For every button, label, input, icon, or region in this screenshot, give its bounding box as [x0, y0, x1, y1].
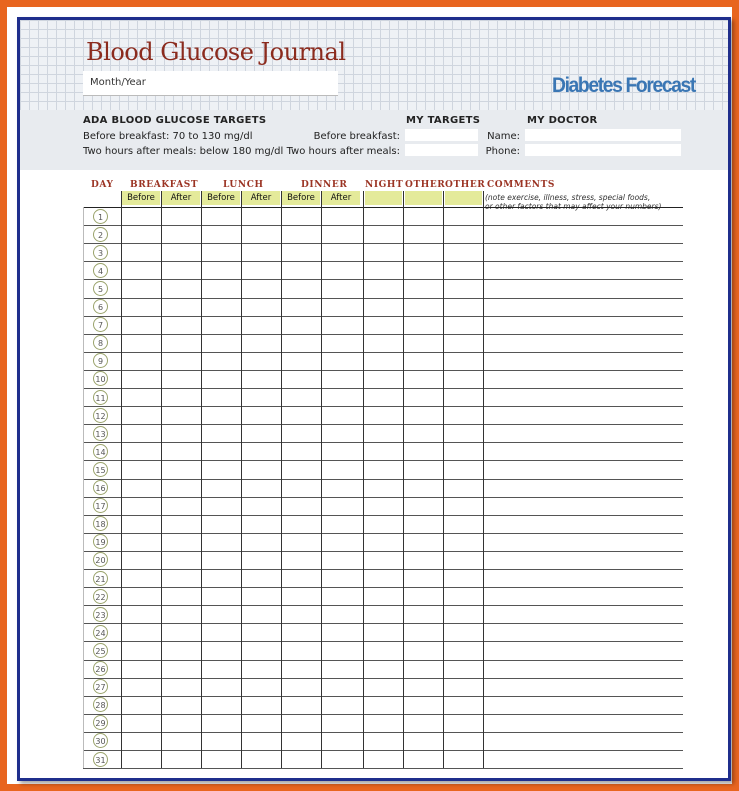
- day-number: 15: [93, 462, 108, 477]
- column-divider: [403, 191, 404, 768]
- doctor-phone-label: Phone:: [485, 146, 520, 157]
- journal-page: [17, 17, 731, 781]
- day-number: 21: [93, 571, 108, 586]
- day-number: 24: [93, 625, 108, 640]
- row-divider: [83, 605, 683, 606]
- row-divider: [83, 479, 683, 480]
- month-year-label: Month/Year: [90, 77, 146, 88]
- day-number: 23: [93, 607, 108, 622]
- row-divider: [83, 587, 683, 588]
- row-divider: [83, 243, 683, 244]
- day-number: 13: [93, 426, 108, 441]
- ada-target-before-breakfast: Before breakfast: 70 to 130 mg/dl: [83, 131, 253, 142]
- night-column-header: NIGHT: [365, 180, 404, 190]
- column-divider: [161, 191, 162, 768]
- row-divider: [83, 352, 683, 353]
- row-divider: [83, 370, 683, 371]
- row-divider: [83, 623, 683, 624]
- ada-targets-heading: ADA BLOOD GLUCOSE TARGETS: [83, 115, 267, 126]
- day-number: 22: [93, 589, 108, 604]
- day-number: 28: [93, 697, 108, 712]
- comments-hint-line-1: (note exercise, illness, stress, special foods,: [485, 193, 651, 202]
- row-divider: [83, 732, 683, 733]
- left-border: [83, 207, 84, 768]
- my-target-after-meals-label: Two hours after meals:: [286, 146, 400, 157]
- row-divider: [83, 569, 683, 570]
- row-divider: [83, 298, 683, 299]
- row-divider: [83, 533, 683, 534]
- other-column-header-2: OTHER: [445, 180, 486, 190]
- day-number: 26: [93, 661, 108, 676]
- day-number: 9: [93, 353, 108, 368]
- row-divider: [83, 388, 683, 389]
- page-title: Blood Glucose Journal: [86, 38, 346, 66]
- day-number: 30: [93, 733, 108, 748]
- other-1-subheader: [405, 191, 442, 205]
- row-divider: [83, 768, 683, 769]
- row-divider: [83, 678, 683, 679]
- day-number: 10: [93, 371, 108, 386]
- brand-logo: Diabetes Forecast: [552, 74, 695, 97]
- row-divider: [83, 207, 683, 208]
- my-target-before-breakfast-label: Before breakfast:: [313, 131, 400, 142]
- lunch-after-subheader: After: [242, 191, 280, 205]
- day-number: 5: [93, 281, 108, 296]
- column-divider: [363, 191, 364, 768]
- row-divider: [83, 641, 683, 642]
- lunch-column-header: LUNCH: [223, 180, 264, 190]
- column-divider: [121, 191, 122, 768]
- row-divider: [83, 261, 683, 262]
- row-divider: [83, 660, 683, 661]
- day-number: 31: [93, 752, 108, 767]
- day-number: 8: [93, 335, 108, 350]
- row-divider: [83, 515, 683, 516]
- my-doctor-heading: MY DOCTOR: [527, 115, 598, 126]
- day-number: 18: [93, 516, 108, 531]
- day-number: 17: [93, 498, 108, 513]
- dinner-column-header: DINNER: [301, 180, 348, 190]
- day-number: 3: [93, 245, 108, 260]
- column-divider: [281, 191, 282, 768]
- row-divider: [83, 442, 683, 443]
- dinner-before-subheader: Before: [282, 191, 320, 205]
- breakfast-column-header: BREAKFAST: [130, 180, 199, 190]
- doctor-name-label: Name:: [487, 131, 520, 142]
- row-divider: [83, 279, 683, 280]
- day-number: 2: [93, 227, 108, 242]
- column-divider: [443, 191, 444, 768]
- row-divider: [83, 497, 683, 498]
- day-number: 14: [93, 444, 108, 459]
- day-number: 4: [93, 263, 108, 278]
- day-number: 1: [93, 209, 108, 224]
- breakfast-after-subheader: After: [162, 191, 200, 205]
- column-divider: [483, 191, 484, 768]
- row-divider: [83, 714, 683, 715]
- dinner-after-subheader: After: [322, 191, 360, 205]
- column-divider: [241, 191, 242, 768]
- day-column-header: DAY: [91, 180, 114, 190]
- doctor-name-field[interactable]: [525, 129, 681, 141]
- column-divider: [201, 191, 202, 768]
- day-number: 19: [93, 534, 108, 549]
- month-year-field[interactable]: [83, 71, 338, 96]
- row-divider: [83, 406, 683, 407]
- doctor-phone-field[interactable]: [525, 144, 681, 156]
- row-divider: [83, 551, 683, 552]
- day-number: 27: [93, 679, 108, 694]
- row-divider: [83, 424, 683, 425]
- row-divider: [83, 225, 683, 226]
- day-number: 11: [93, 390, 108, 405]
- day-number: 16: [93, 480, 108, 495]
- row-divider: [83, 696, 683, 697]
- day-number: 6: [93, 299, 108, 314]
- comments-column-header: COMMENTS: [487, 180, 556, 190]
- day-number: 25: [93, 643, 108, 658]
- row-divider: [83, 316, 683, 317]
- day-number: 7: [93, 317, 108, 332]
- other-column-header-1: OTHER: [405, 180, 446, 190]
- day-number: 12: [93, 408, 108, 423]
- day-number: 29: [93, 715, 108, 730]
- my-targets-heading: MY TARGETS: [406, 115, 481, 126]
- breakfast-before-subheader: Before: [122, 191, 160, 205]
- ada-target-after-meals: Two hours after meals: below 180 mg/dl: [83, 146, 284, 157]
- other-2-subheader: [445, 191, 482, 205]
- comments-hint: [485, 193, 661, 211]
- row-divider: [83, 334, 683, 335]
- night-subheader: [365, 191, 402, 205]
- lunch-before-subheader: Before: [202, 191, 240, 205]
- day-number: 20: [93, 552, 108, 567]
- column-divider: [321, 191, 322, 768]
- row-divider: [83, 460, 683, 461]
- row-divider: [83, 750, 683, 751]
